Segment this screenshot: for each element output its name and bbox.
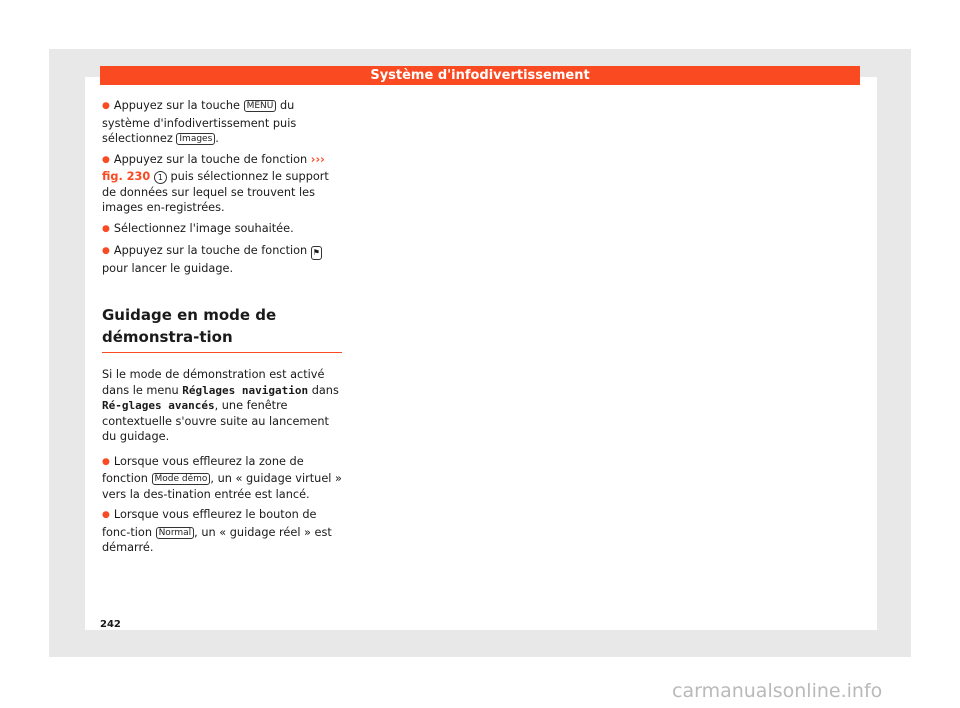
menu-name: Réglages navigation [182, 383, 309, 397]
content-column [102, 98, 342, 561]
step-demo-mode: ● Lorsque vous effleurez la zone de fonction Mode démo , un « guidage virtuel » vers la des-tination entrée est lancé. [102, 454, 342, 501]
page-number: 242 [100, 619, 121, 630]
bullet-icon: ● [102, 246, 110, 256]
flag-icon: ⚑ [311, 246, 322, 260]
page-header: Système d'infodivertissement [100, 66, 860, 85]
section-heading: Guidage en mode de démonstra-tion [102, 306, 277, 346]
step-menu: ● Appuyez sur la touche MENU du système d'infodivertissement puis sélectionnez Images . [102, 99, 297, 145]
step-source: ● Appuyez sur la touche de fonction ››› fig. 230 1 puis sélectionnez le support de données sur lequel se trouvent les images en-registrées. [102, 152, 329, 214]
step-normal-mode: ● Lorsque vous effleurez le bouton de fonc-tion Normal , un « guidage réel » est démarré. [102, 508, 332, 554]
bullet-icon: ● [102, 223, 110, 234]
demo-mode-key: Mode démo [152, 473, 211, 485]
callout-number: 1 [154, 171, 167, 184]
bullet-icon: ● [102, 101, 110, 111]
section-intro: Si le mode de démonstration est activé dans le menu Réglages navigation dans Ré-glages avancés, une fenêtre contextuelle s'ouvre suite au lancement du guidage. [102, 368, 339, 443]
submenu-name: Ré-glages avancés [102, 399, 215, 412]
bullet-icon: ● [102, 456, 110, 467]
menu-key: MENU [244, 100, 277, 112]
bullet-icon: ● [102, 154, 110, 165]
step-select-image: ● Sélectionnez l'image souhaitée. [102, 221, 294, 235]
images-key: Images [176, 133, 215, 145]
section-heading-block [102, 304, 342, 353]
watermark: carmanualsonline.info [672, 680, 883, 702]
normal-key: Normal [156, 527, 195, 539]
bullet-icon: ● [102, 510, 110, 520]
figure-reference-link[interactable]: ››› fig. 230 [102, 152, 325, 183]
step-start-guidance: ● Appuyez sur la touche de fonction ⚑ pour lancer le guidage. [102, 244, 320, 275]
